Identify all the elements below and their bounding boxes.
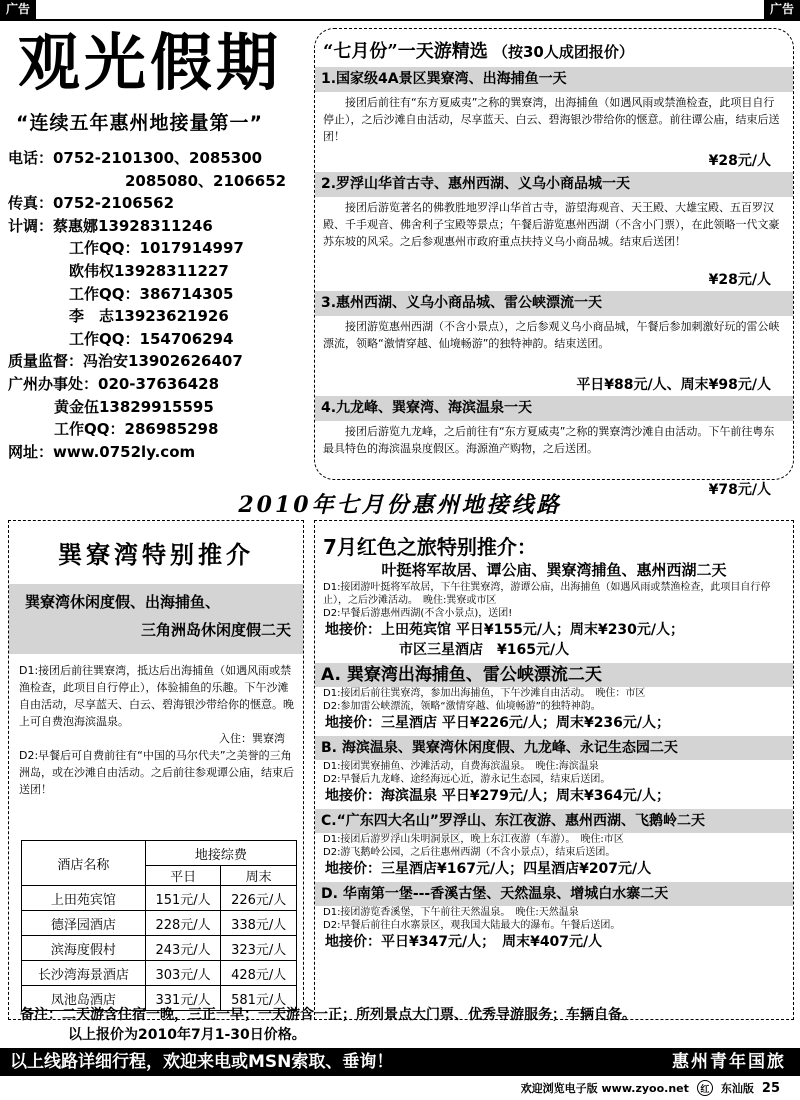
- route-name: B. 海滨温泉、巽寮湾休闲度假、九龙峰、永记生态园二天: [315, 736, 793, 760]
- route-day1: [315, 687, 793, 700]
- tour-item: [315, 172, 793, 291]
- route-a: [315, 663, 793, 733]
- route-b: [315, 736, 793, 806]
- agency-name: 惠州青年国旅: [672, 1052, 786, 1072]
- hotel-name: 长沙湾海景酒店: [22, 961, 146, 986]
- dispatch: 计调：蔡惠娜13928311246: [8, 216, 213, 235]
- red-day1: [315, 581, 793, 607]
- route-day1-text: D1:接团后游罗浮山朱明洞景区，晚上东江夜游（车游）。: [323, 834, 571, 845]
- route-day1-stay: 晚住:海滨温泉: [535, 761, 599, 772]
- footer-text: 欢迎浏览电子版 www.zyoo.net: [520, 1082, 689, 1095]
- weekend-price: 323元/人: [221, 936, 297, 961]
- xunliao-route-line1: 巽寮湾休闲度假、出海捕鱼、: [25, 593, 221, 611]
- footnote-line1: 备注：二天游含住宿一晚，三正一早；一天游含一正；所列景点大门票、优秀导游服务；车辆自备。: [20, 1007, 636, 1023]
- xunliao-title: 巽寮湾特别推介: [58, 541, 254, 569]
- tour-name: 1.国家级4A景区巽寮湾、出海捕鱼一天: [315, 67, 793, 92]
- xunliao-stay: 入住：巽寮湾: [219, 732, 285, 745]
- tour-price: ¥78元/人: [708, 482, 771, 498]
- xunliao-section: [8, 520, 304, 1020]
- table-row: [22, 911, 297, 936]
- qq-4: 工作QQ：286985298: [54, 420, 219, 439]
- route-day1: [315, 833, 793, 846]
- route-day2: D2:早餐后前往白水寨景区，观我国大陆最大的瀑布。午餐后送团。: [323, 920, 621, 931]
- route-day1-stay: 晚住：市区: [595, 688, 646, 699]
- tour-item: [315, 291, 793, 396]
- route-day1-text: D1:接团游览香溪堡，下午前往天然温泉。: [323, 907, 506, 918]
- one-day-title: “七月份”一天游精选: [323, 41, 488, 62]
- tour-desc: 接团游览惠州西湖（不含小景点），之后参观义乌小商品城，午餐后参加刺激好玩的雷公峡漂流，领略“激情穿越、仙境畅游”的独特神韵。结束送团。: [323, 320, 780, 350]
- weekday-price: 151元/人: [145, 886, 221, 911]
- red-day1-stay: 晚住:巽寮或市区: [423, 595, 497, 606]
- weekend-price: 338元/人: [221, 911, 297, 936]
- col-weekend: 周末: [221, 866, 297, 886]
- supervision: 质量监督：冯治安13902626407: [8, 352, 243, 371]
- tour-price: ¥28元/人: [708, 272, 771, 288]
- gz-office: 广州办事处：020-37636428: [8, 374, 220, 393]
- contact-info: [8, 147, 308, 463]
- xunliao-route-line2: 三角洲岛休闲度假二天: [140, 621, 291, 639]
- route-price: 地接价：平日¥347元/人； 周末¥407元/人: [325, 934, 603, 950]
- route-name: C.“广东四大名山”罗浮山、东江夜游、惠州西湖、飞鹅岭二天: [315, 809, 793, 833]
- col-hotel-name: 酒店名称: [22, 841, 146, 886]
- brand-title: 观光假期: [18, 26, 283, 99]
- route-day1-text: D1:接团后前往巽寮湾，参加出海捕鱼，下午沙滩自由活动。: [323, 688, 586, 699]
- top-divider: [0, 19, 800, 21]
- tour-name: 3.惠州西湖、义乌小商品城、雷公峡漂流一天: [315, 291, 793, 316]
- tour-desc: 接团后前往有“东方夏威夷”之称的巽寮湾，出海捕鱼（如遇风雨或禁渔检查，此项目自行停止），之后沙滩自由活动，尽享蓝天、白云、碧海银沙带给你的惬意。前往谭公庙，结束后送团！: [323, 96, 780, 143]
- red-price: 地接价：上田苑宾馆 平日¥155元/人；周末¥230元/人；: [325, 622, 685, 638]
- table-row: [22, 961, 297, 986]
- phone: 电话：0752-2101300、2085300: [8, 149, 263, 167]
- qq-3: 工作QQ：154706294: [69, 329, 234, 348]
- route-price: 地接价：三星酒店¥167元/人；四星酒店¥207元/人: [325, 861, 652, 877]
- fax: 传真：0752-2106562: [8, 194, 175, 213]
- hotel-price-table: [21, 840, 297, 1011]
- weekday-price: 303元/人: [145, 961, 221, 986]
- tour-item: [315, 67, 793, 172]
- page-number: 25: [761, 1080, 780, 1096]
- phone-2: 2085080、2106652: [125, 171, 287, 190]
- hotel-name: 德泽园酒店: [22, 911, 146, 936]
- hotel-name: 滨海度假村: [22, 936, 146, 961]
- footnote-line2: 以上报价为2010年7月1-30日价格。: [68, 1027, 306, 1043]
- bottom-banner: [0, 1048, 800, 1076]
- route-d: [315, 882, 793, 952]
- one-day-note: （按30人成团报价）: [492, 43, 634, 61]
- weekend-price: 581元/人: [221, 986, 297, 1011]
- route-day1: [315, 760, 793, 773]
- table-row: [22, 936, 297, 961]
- website: 网址：www.0752ly.com: [8, 442, 196, 461]
- footnote: [20, 1005, 790, 1045]
- weekday-price: 331元/人: [145, 986, 221, 1011]
- dispatch-3: 李 志13923621926: [69, 307, 229, 326]
- red-tour-section: [314, 520, 794, 1020]
- route-day1-text: D1:接团巽寮捕鱼、沙滩活动，自费海滨温泉。: [323, 761, 526, 772]
- qq-2: 工作QQ：386714305: [69, 284, 234, 303]
- route-name: A. 巽寮湾出海捕鱼、雷公峡漂流二天: [315, 663, 793, 687]
- weekend-price: 226元/人: [221, 886, 297, 911]
- qq-1: 工作QQ：1017914997: [69, 239, 244, 258]
- route-price: 地接价：海滨温泉 平日¥279元/人；周末¥364元/人；: [325, 788, 671, 804]
- col-weekday: 平日: [145, 866, 221, 886]
- contact-panel: [8, 26, 308, 478]
- bottom-banner-text: 以上线路详细行程，欢迎来电或MSN索取、垂询！: [10, 1052, 394, 1072]
- edition: 东汕版: [720, 1082, 754, 1095]
- tour-item: [315, 396, 793, 501]
- route-day2: D2:参加雷公峡漂流，领略“激情穿越、仙境畅游”的独特神韵。: [323, 701, 601, 712]
- table-row: [22, 886, 297, 911]
- xunliao-itinerary: [9, 654, 303, 834]
- route-day2: D2:早餐后九龙峰、途经海远心近，游永记生态园，结束后送团。: [323, 774, 611, 785]
- route-day1: [315, 906, 793, 919]
- red-day2: D2:早餐后游惠州西湖(不含小景点)，送团!: [323, 608, 513, 619]
- xunliao-day2: D2:早餐后可自费前往有“中国的马尔代夫”之美誉的三角洲岛，或在沙滩自由活动。之后前往参观谭公庙，结束后送团！: [19, 749, 294, 796]
- red-price-2: 市区三星酒店 ¥165元/人: [399, 642, 570, 658]
- xunliao-day1: D1:接团后前往巽寮湾，抵达后出海捕鱼（如遇风雨或禁渔检查，此项目自行停止），体验捕鱼的乐趣。下午沙滩自由活动，尽享蓝天、白云、碧海银沙带给你的惬意。晚上可自费泡海滨温泉。: [19, 664, 294, 728]
- route-c: [315, 809, 793, 879]
- brand-slogan: “连续五年惠州地接量第一”: [16, 112, 263, 134]
- tour-price: 平日¥88元/人、周末¥98元/人: [576, 377, 771, 393]
- route-day1-stay: 晚住:天然温泉: [515, 907, 579, 918]
- route-day2: D2:游飞鹅岭公园，之后往惠州西湖（不含小景点），结束后送团。: [323, 847, 616, 858]
- weekend-price: 428元/人: [221, 961, 297, 986]
- logo-icon: 红: [697, 1080, 713, 1096]
- route-name: D. 华南第一堡---香溪古堡、天然温泉、增城白水寨二天: [315, 882, 793, 906]
- route-day1-stay: 晚住:市区: [580, 834, 624, 845]
- hotel-name: 上田苑宾馆: [22, 886, 146, 911]
- gz-contact: 黄金伍13829915595: [54, 397, 214, 416]
- weekday-price: 243元/人: [145, 936, 221, 961]
- dispatch-2: 欧伟权13928311227: [69, 261, 229, 280]
- tour-desc: 接团后游览九龙峰，之后前往有“东方夏威夷”之称的巽寮湾沙滩自由活动。下午前往粤东最具特色的海滨温泉度假区。海源渔产购物，之后送团。: [323, 425, 775, 455]
- red-title: 7月红色之旅特别推介：: [323, 535, 537, 559]
- tour-price: ¥28元/人: [708, 153, 771, 169]
- page-footer: [521, 1080, 780, 1096]
- ad-tag-left: 广告: [0, 0, 36, 19]
- tour-name: 2.罗浮山华首古寺、惠州西湖、义乌小商品城一天: [315, 172, 793, 197]
- tour-desc: 接团后游览著名的佛教胜地罗浮山华首古寺，游望海观音、天王殿、大雄宝殿、五百罗汉殿、千手观音、佛舍利子宝殿等景点；午餐后游览惠州西湖（不含小门票），在此领略一代文豪苏东坡的风采。之后参观惠州市政府重点扶持义乌小商品城。结束后送团！: [323, 201, 780, 248]
- route-price: 地接价：三星酒店 平日¥226元/人；周末¥236元/人；: [325, 715, 671, 731]
- tour-name: 4.九龙峰、巽寮湾、海滨温泉一天: [315, 396, 793, 421]
- headline: 2010年七月份惠州地接线路: [238, 492, 562, 518]
- hotel-name: 凤池岛酒店: [22, 986, 146, 1011]
- red-subtitle: 叶挺将军故居、谭公庙、巽寮湾捕鱼、惠州西湖二天: [381, 561, 727, 579]
- col-fee: 地接综费: [145, 841, 296, 866]
- one-day-header: [315, 29, 793, 67]
- one-day-tours: [314, 28, 794, 498]
- weekday-price: 228元/人: [145, 911, 221, 936]
- xunliao-route: [9, 584, 303, 654]
- red-day1-text: D1:接团游叶挺将军故居，下午往巽寮湾，游谭公庙，出海捕鱼（如遇风雨或禁渔检查，此项目自行停止），之后沙滩活动。: [323, 582, 771, 606]
- ad-tag-right: 广告: [764, 0, 800, 19]
